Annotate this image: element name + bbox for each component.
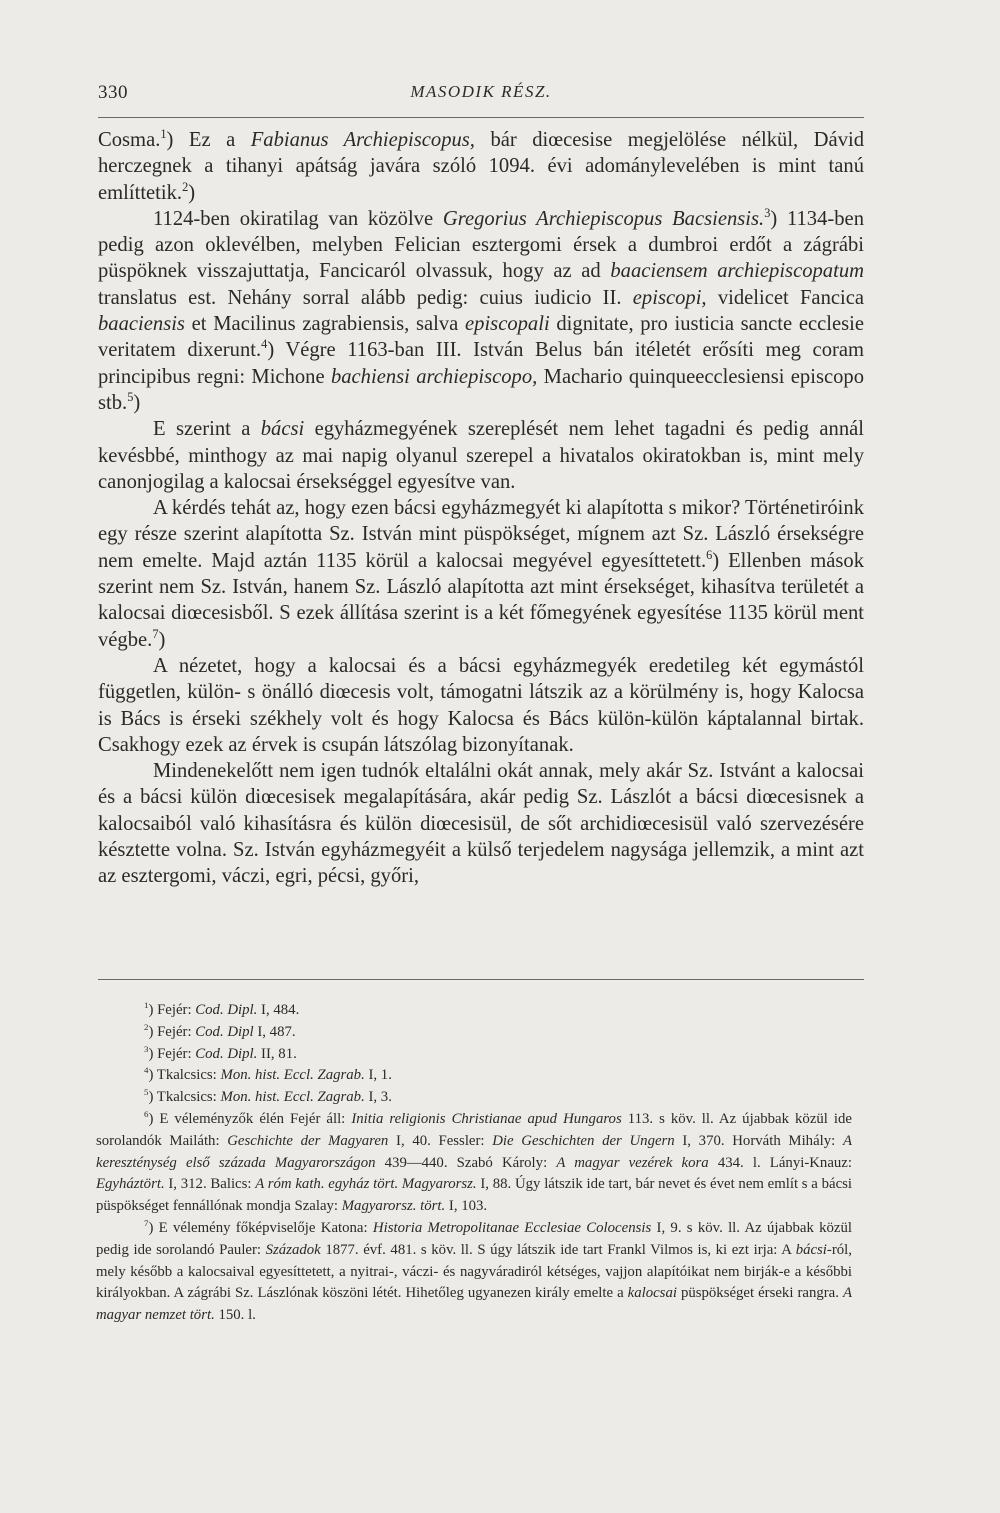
text: translatus est. Nehány sorral alább pedig: cuius iudicio II.	[98, 286, 633, 309]
italic-term: Fabianus Archiepiscopus,	[250, 129, 475, 151]
text: A nézetet, hogy a kalocsai és a bácsi egyházmegyék eredetileg két egymástól független, külön- s önálló diœcesis volt, támogatni látszik az a körülmény is, hogy Kalocsa is Bács is érseki székhely volt és hogy Kalocsa és Bács külön-külön káptalannal birtak. Csakhogy ezek az érvek is csupán látszólag bizonyítanak.	[98, 654, 864, 756]
italic-term: episcopali	[465, 313, 550, 336]
text: ) Tkalcsics:	[148, 1067, 221, 1084]
text: ) Végre 1163-ban III. István Belus bán itéletét erősíti meg coram principibus regni: Michone	[98, 339, 865, 388]
paragraph-1	[98, 127, 864, 206]
paragraph-3	[98, 416, 864, 495]
footnote-ref-3[interactable]: 3	[764, 206, 771, 221]
italic-term: Initia religionis Christianae apud Hungaros	[351, 1110, 622, 1127]
text: I, 40. Fessler:	[388, 1132, 493, 1149]
footnote-3	[96, 1044, 852, 1066]
italic-term: baaciensem archiepiscopatum	[610, 260, 864, 283]
italic-term: Századok	[265, 1241, 321, 1258]
italic-term: Egyháztört.	[96, 1176, 165, 1193]
text: 434. l. Lányi-Knauz:	[708, 1154, 852, 1171]
italic-term: Cod. Dipl	[195, 1023, 254, 1040]
text: )	[133, 391, 141, 414]
footnote-ref-5[interactable]: 5	[127, 390, 134, 405]
text: ) 1134-ben pedig azon oklevélben, melyben Felician esztergomi érsek a dumbroi erdőt a zágrábi püspöknek visszajuttatja, Fancicaról olvassuk, hogy az ad	[98, 207, 864, 283]
paragraph-6	[98, 758, 864, 889]
italic-term: Geschichte der Magyaren	[227, 1132, 389, 1149]
page-number: 330	[98, 82, 128, 103]
footnote-number: 2	[144, 1021, 149, 1032]
text: ) Fejér:	[148, 1002, 196, 1018]
text: ) Ellenben mások szerint nem Sz. István, hanem Sz. László alapította azt mint érsekséget, kihasítva területét a kalocsai diœcesisből. S ezek állítása szerint is a két főmegyének egyesítése 1135 körül ment végbe.	[98, 549, 864, 651]
footnote-7	[96, 1218, 852, 1327]
text: videlicet Fancica	[706, 286, 865, 309]
footnote-ref-2[interactable]: 2	[182, 179, 189, 194]
text: ) E véleményzők élén Fejér áll:	[148, 1110, 352, 1127]
footnote-number: 5	[144, 1087, 149, 1098]
paragraph-4	[98, 495, 864, 653]
footnote-1	[96, 1000, 852, 1022]
italic-term: Historia Metropolitanae Ecclesiae Colocensis	[372, 1219, 652, 1236]
text: )	[158, 628, 166, 651]
text: I, 88. Úgy látszik ide tart, bár nevet és évet nem említ s a bácsi püspökséget fennállónak mondja Szalay:	[96, 1176, 853, 1215]
footnote-5	[96, 1087, 852, 1109]
text: ) E vélemény főképviselője Katona:	[148, 1219, 373, 1236]
text: I, 487.	[253, 1023, 296, 1040]
paragraph-5	[98, 653, 864, 758]
page-header	[98, 82, 864, 112]
text: I, 484.	[257, 1002, 300, 1018]
text: -ról, mely később a kalocsaival egyesíttetett, a nyitrai-, váczi- és nagyváradiról kétséges, vajjon alapítóikat nem birják-e a későbbi királyokban. A zágrábi Sz. Lászlónak köszöni létét. Hihetőleg ugyanezen király emelte a	[96, 1241, 852, 1302]
italic-term: episcopi,	[632, 286, 707, 309]
footnote-number: 4	[144, 1065, 149, 1076]
text: I, 312. Balics:	[164, 1176, 256, 1193]
text: ) Fejér:	[148, 1045, 196, 1062]
footnote-ref-4[interactable]: 4	[261, 337, 268, 352]
italic-term: Mon. hist. Eccl. Zagrab.	[220, 1089, 365, 1106]
text: Mindenekelőtt nem igen tudnók eltalálni okát annak, mely akár Sz. Istvánt a kalocsai és a bácsi külön diœcesisek megalapítására, akár pedig Sz. Lászlót a bácsi diœcesisnek a kalocsaiból való kihasításra és külön diœcesisül, de sőt archidiœcesisül való szervezésére késztette volna. Sz. István egyházmegyéit a külső terjedelem nagysága jellemzik, a mint azt az esztergomi, váczi, egri, pécsi, győri,	[98, 760, 864, 888]
main-text	[98, 127, 864, 890]
footnote-number: 3	[144, 1043, 149, 1054]
italic-term: bácsi	[260, 418, 305, 441]
paragraph-2	[98, 206, 864, 416]
footnote-6	[96, 1109, 852, 1218]
text: 439—440. Szabó Károly:	[375, 1154, 557, 1171]
footnote-4	[96, 1065, 852, 1087]
text: 150. l.	[214, 1307, 256, 1324]
text: 1877. évf. 481. s köv. ll. S úgy látszik ide tart Frankl Vilmos is, ki ezt irja: A	[320, 1241, 796, 1258]
italic-term: kalocsai	[627, 1285, 677, 1302]
italic-term: A kereszténység első százada Magyarországon	[96, 1132, 852, 1171]
footnote-ref-1[interactable]: 1	[160, 127, 167, 142]
text: bár diœcesise megjelölése nélkül, Dávid herczegnek a tihanyi apátság javára szóló 1094. évi adománylevelében is mint tanú említtetik.	[98, 129, 865, 204]
text: E szerint a	[153, 418, 261, 441]
header-rule	[98, 117, 864, 118]
text: A kérdés tehát az, hogy ezen bácsi egyházmegyét ki alapította s mikor? Történetiróink egy része szerint alapította Sz. István mint püspökséget, mígnem azt Sz. László érsekségre nem emelte. Majd aztán 1135 körül a kalocsai megyével egyesíttetett.	[98, 497, 864, 572]
italic-term: bachiensi archiepiscopo,	[330, 365, 538, 388]
text: egyházmegyének szereplését nem lehet tagadni és pedig annál kevésbbé, minthogy az mai napig olyanul szerepel a hivatalos okiratokban is, mint mely canonjogilag a kalocsai érsekséggel egyesítve van.	[98, 418, 864, 493]
italic-term: Gregorius Archiepiscopus Bacsiensis.	[442, 207, 765, 230]
text: I, 9. s köv. ll. Az újabbak közül pedig ide sorolandó Pauler:	[96, 1219, 852, 1258]
text: 113. s köv. ll. Az újabbak közül ide sorolandók Mailáth:	[96, 1110, 852, 1149]
text: dignitate, pro iusticia sancte ecclesie veritatem dixerunt.	[98, 313, 865, 362]
footnote-2	[96, 1022, 852, 1044]
text: Cosma.	[98, 129, 161, 151]
running-head: MASODIK RÉSZ.	[410, 82, 552, 101]
italic-term: baaciensis	[98, 313, 185, 336]
footnote-rule	[98, 979, 864, 980]
italic-term: Cod. Dipl.	[195, 1002, 258, 1018]
text: )	[188, 181, 196, 204]
italic-term: Magyarorsz. tört.	[341, 1198, 446, 1215]
text: ) Fejér:	[148, 1023, 196, 1040]
footnotes	[96, 1000, 852, 1327]
footnote-ref-7[interactable]: 7	[152, 626, 159, 641]
italic-term: A magyar vezérek kora	[556, 1154, 709, 1171]
text: I, 103.	[445, 1198, 488, 1215]
text: ) Ez a	[166, 129, 251, 151]
footnote-number: 7	[144, 1218, 149, 1229]
text: 1124-ben okiratilag van közölve	[153, 207, 443, 230]
italic-term: Mon. hist. Eccl. Zagrab.	[220, 1067, 365, 1084]
text: I, 1.	[364, 1067, 392, 1084]
footnote-ref-6[interactable]: 6	[706, 547, 713, 562]
text: II, 81.	[257, 1045, 297, 1062]
footnote-number: 6	[144, 1109, 149, 1120]
footnote-number: 1	[144, 1000, 149, 1011]
italic-term: Cod. Dipl.	[195, 1045, 258, 1062]
text: püspökséget érseki rangra.	[676, 1285, 843, 1302]
text: ) Tkalcsics:	[148, 1089, 221, 1106]
italic-term: A magyar nemzet tört.	[96, 1285, 852, 1324]
text: I, 3.	[364, 1089, 392, 1106]
text: et Macilinus zagrabiensis, salva	[184, 313, 466, 336]
italic-term: Die Geschichten der Ungern	[492, 1132, 675, 1149]
text: Machario quinqueecclesiensi episcopo stb.	[98, 365, 864, 414]
text: I, 370. Horváth Mihály:	[674, 1132, 843, 1149]
italic-term: bácsi	[795, 1241, 827, 1258]
italic-term: A róm kath. egyház tört. Magyarorsz.	[255, 1176, 477, 1193]
